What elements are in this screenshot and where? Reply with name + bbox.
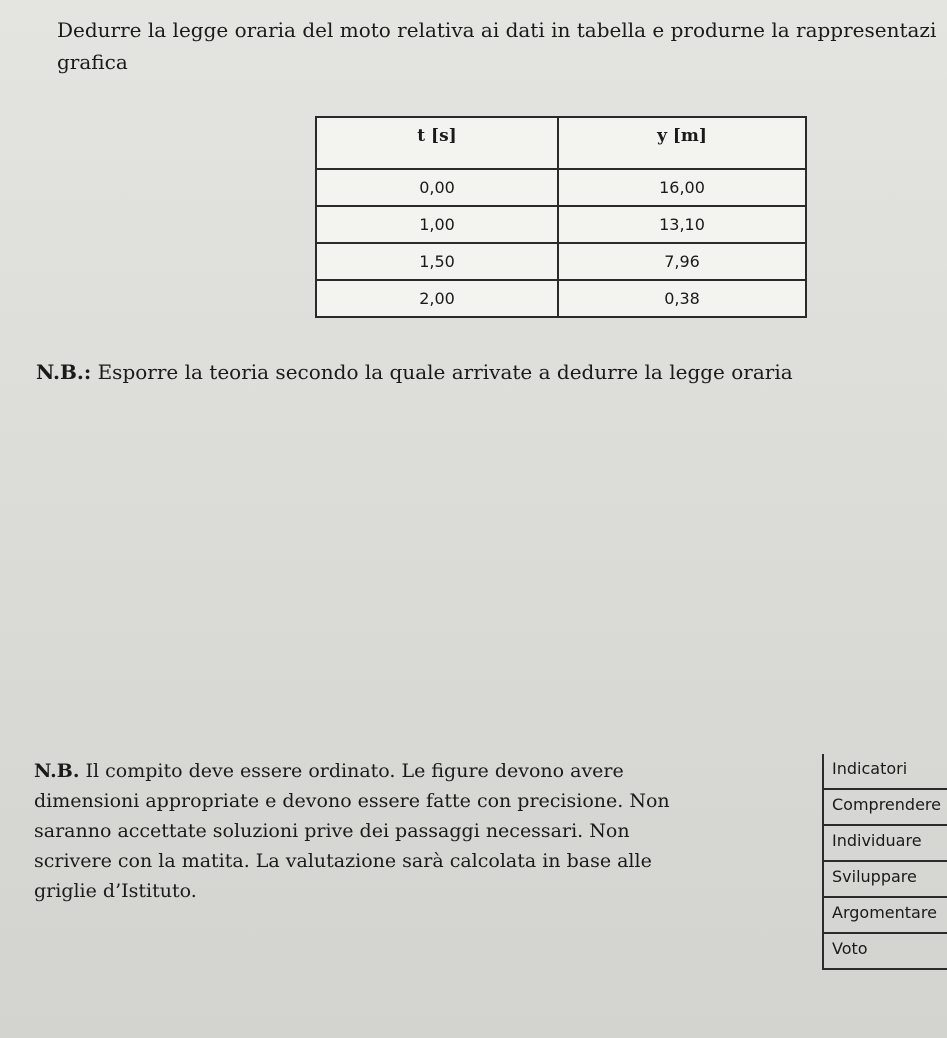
task-instructions (57, 14, 947, 78)
cell-time: 1,50 (316, 243, 558, 280)
cell-time: 2,00 (316, 280, 558, 317)
evaluation-note (34, 756, 754, 906)
table-row (316, 169, 806, 206)
cell-time: 0,00 (316, 169, 558, 206)
instructions-line-1: Dedurre la legge oraria del moto relativa ai dati in tabella e produrne la rappresentazi (57, 18, 937, 42)
header-time: t [s] (316, 117, 558, 169)
evaluation-note-text-1: Il compito deve essere ordinato. Le figure devono avere (79, 760, 624, 782)
evaluation-note-line-3: saranno accettate soluzioni prive dei passaggi necessari. Non (34, 820, 630, 842)
evaluation-note-lead: N.B. (34, 760, 80, 782)
theory-note (36, 360, 793, 384)
table-row (316, 280, 806, 317)
data-table (315, 116, 807, 318)
cell-time: 1,00 (316, 206, 558, 243)
theory-note-text: Esporre la teoria secondo la quale arrivate a dedurre la legge oraria (91, 360, 793, 384)
indicator-comprendere: Comprendere (822, 790, 947, 826)
indicator-individuare: Individuare (822, 826, 947, 862)
evaluation-note-line-4: scrivere con la matita. La valutazione sarà calcolata in base alle (34, 850, 652, 872)
cell-position: 7,96 (558, 243, 806, 280)
indicator-header: Indicatori (822, 754, 947, 790)
evaluation-note-line-5: griglie d’Istituto. (34, 880, 197, 902)
evaluation-note-line-2: dimensioni appropriate e devono essere fatte con precisione. Non (34, 790, 670, 812)
table-header-row (316, 117, 806, 169)
indicator-voto: Voto (822, 934, 947, 970)
instructions-line-2: grafica (57, 50, 128, 74)
cell-position: 13,10 (558, 206, 806, 243)
evaluation-note-line-1 (34, 756, 754, 786)
indicator-argomentare: Argomentare (822, 898, 947, 934)
table-row (316, 243, 806, 280)
theory-note-lead: N.B.: (36, 360, 92, 384)
header-position: y [m] (558, 117, 806, 169)
cell-position: 0,38 (558, 280, 806, 317)
table-row (316, 206, 806, 243)
indicators-grid (822, 754, 947, 970)
cell-position: 16,00 (558, 169, 806, 206)
indicator-sviluppare: Sviluppare (822, 862, 947, 898)
